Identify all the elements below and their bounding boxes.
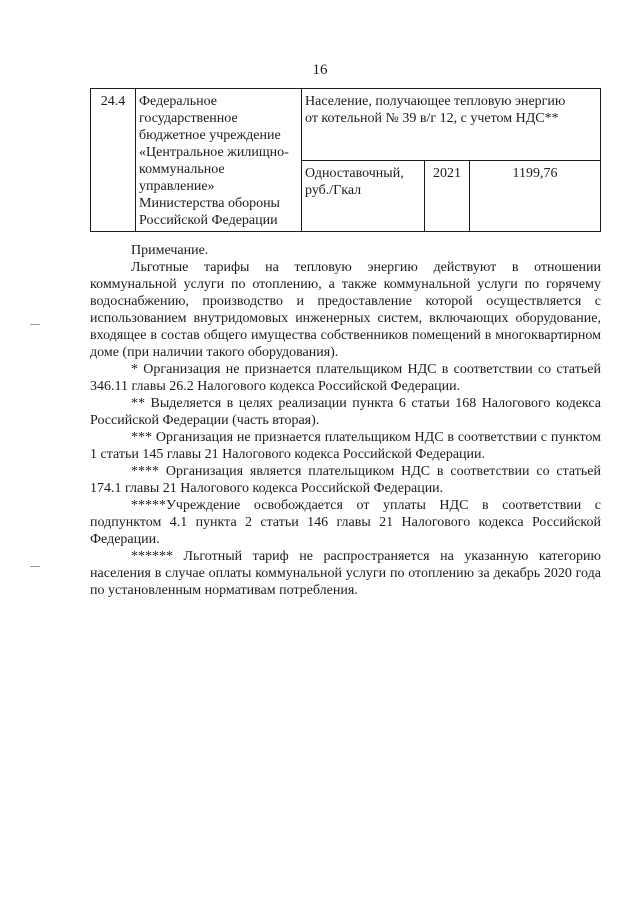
organization-line: Министерства обороны <box>139 196 280 211</box>
note-paragraph: **** Организация является плательщиком НДС в соответствии со статьей 174.1 главы 21 Налогового кодекса Российской Федерации. <box>90 464 601 496</box>
organization-line: бюджетное учреждение <box>139 128 281 143</box>
population-line: Население, получающее тепловую энергию <box>305 94 566 109</box>
table-row <box>91 89 601 161</box>
row-number: 24.4 <box>91 89 136 232</box>
organization-line: Федеральное <box>139 94 218 109</box>
margin-mark <box>30 324 40 325</box>
organization-line: коммунальное <box>139 162 225 177</box>
note-paragraph: Льготные тарифы на тепловую энергию действуют в отношении коммунальной услуги по отоплению, а также коммунальной услуги по горячему водоснабжению, производство и предоставление которой осуществляется с использованием внутридомовых инженерных систем, включающих оборудование, входящее в состав общего имущества собственников помещений в многоквартирном доме (при наличии такого оборудования). <box>90 260 601 360</box>
population-cell <box>302 89 601 161</box>
rate-type-cell <box>302 160 425 232</box>
organization-cell <box>136 89 302 232</box>
organization-line: управление» <box>139 179 215 194</box>
notes-section <box>90 242 601 599</box>
note-paragraph: ** Выделяется в целях реализации пункта 6 статьи 168 Налогового кодекса Российской Федерации (часть вторая). <box>90 396 601 428</box>
note-paragraph: ****** Льготный тариф не распространяется на указанную категорию населения в случае оплаты коммунальной услуги по отоплению за декабрь 2020 года по установленным нормативам потребления. <box>90 549 601 598</box>
year-cell: 2021 <box>425 160 470 232</box>
page-number: 16 <box>312 62 328 78</box>
note-paragraph: *****Учреждение освобождается от уплаты НДС в соответствии с подпунктом 4.1 пункта 2 статьи 146 главы 21 Налогового кодекса Российской Федерации. <box>90 498 601 547</box>
organization-line: Российской Федерации <box>139 213 278 228</box>
organization-line: «Центральное жилищно- <box>139 145 289 160</box>
tariff-value-cell: 1199,76 <box>470 160 601 232</box>
notes-heading: Примечание. <box>131 243 209 258</box>
note-paragraph: * Организация не признается плательщиком НДС в соответствии со статьей 346.11 главы 26.2 Налогового кодекса Российской Федерации. <box>90 362 601 394</box>
population-line: от котельной № 39 в/г 12, с учетом НДС** <box>305 111 559 126</box>
rate-type-line: Одноставочный, <box>305 165 404 181</box>
organization-line: государственное <box>139 111 238 126</box>
note-paragraph: *** Организация не признается плательщиком НДС в соответствии с пунктом 1 статьи 145 главы 21 Налогового кодекса Российской Федерации. <box>90 430 601 462</box>
margin-mark <box>30 566 40 567</box>
rate-type-line: руб./Гкал <box>305 182 362 198</box>
tariff-table <box>90 88 601 232</box>
